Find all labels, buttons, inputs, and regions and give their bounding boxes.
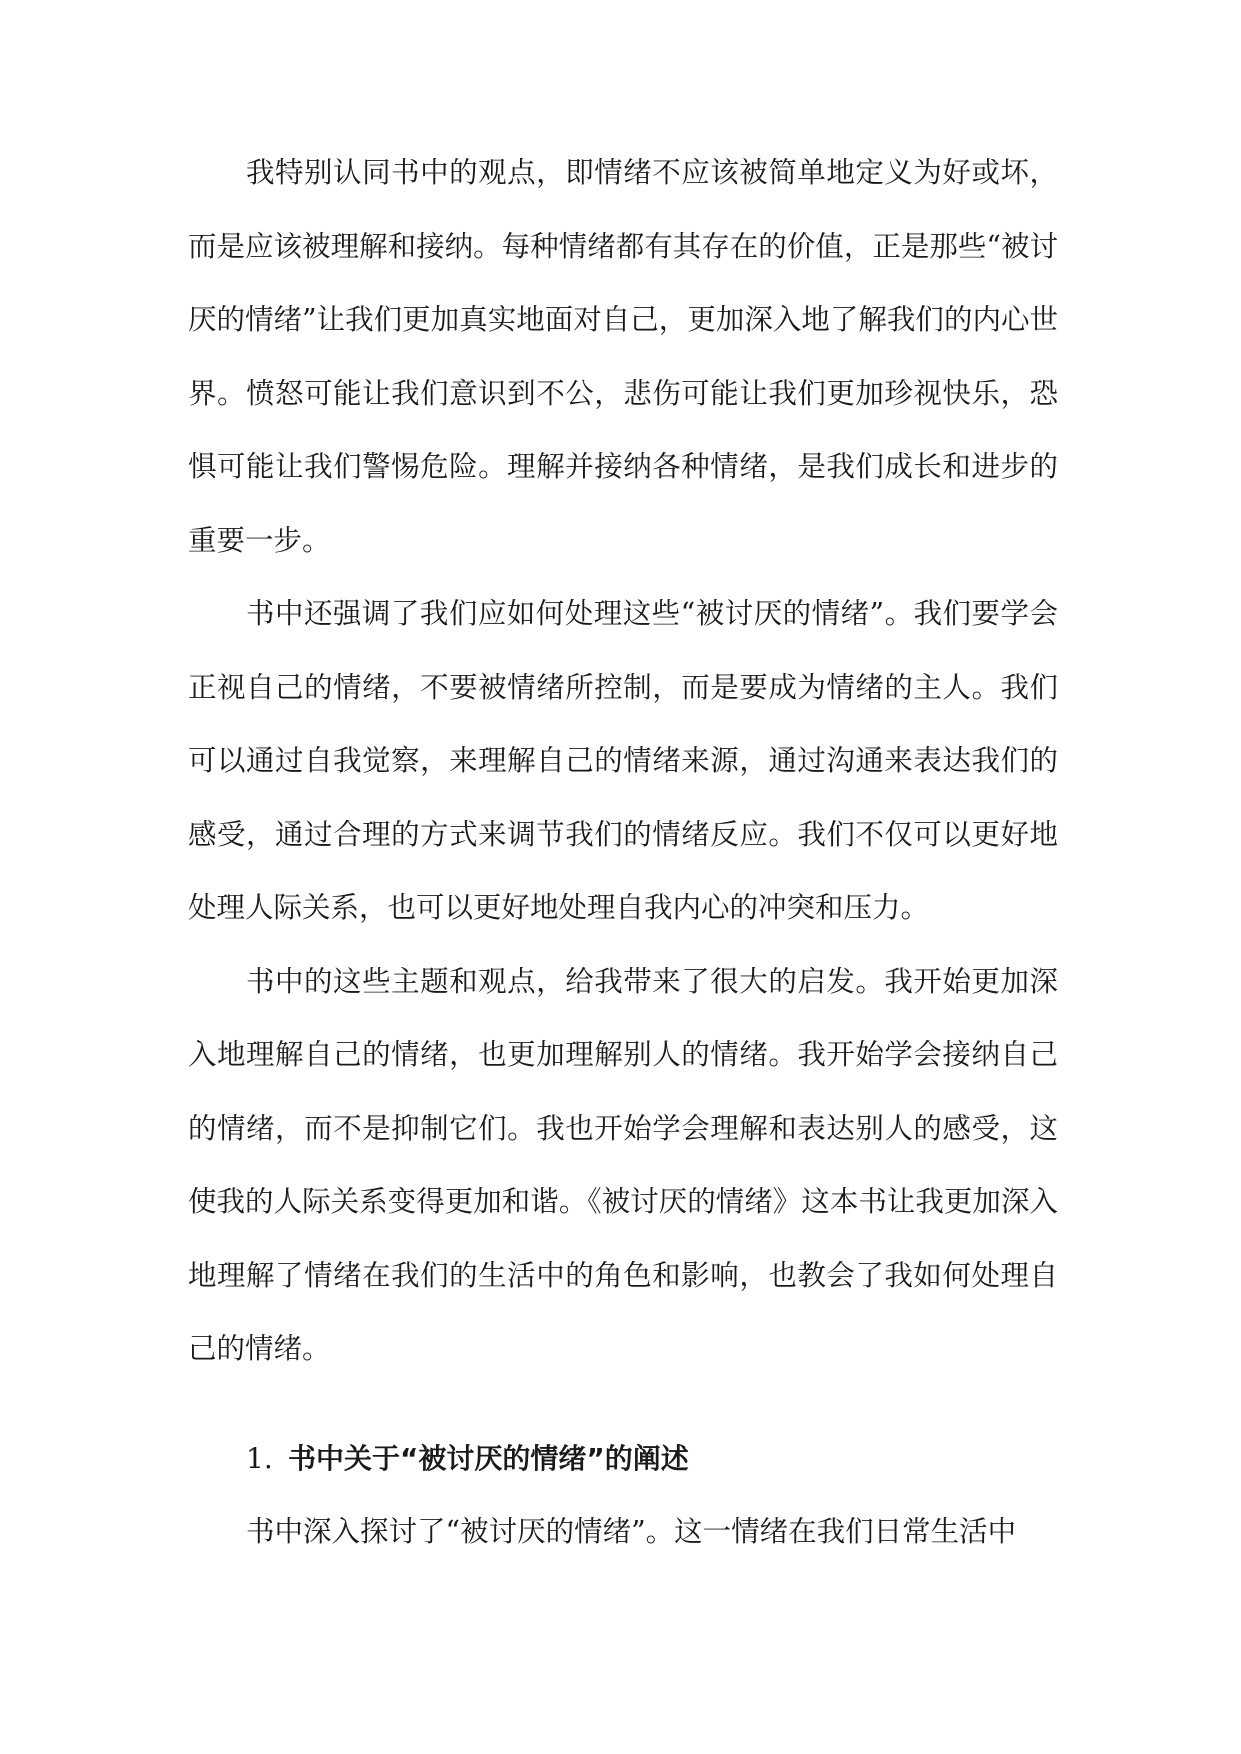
document-body (188, 136, 1058, 1569)
body-paragraph: 书中深入探讨了“被讨厌的情绪”。这一情绪在我们日常生活中 (246, 1515, 1017, 1548)
section-title: 书中关于“被讨厌的情绪”的阐述 (288, 1441, 689, 1475)
section-heading (188, 1422, 1058, 1496)
section-number: 1. (246, 1441, 273, 1475)
body-paragraph: 书中的这些主题和观点，给我带来了很大的启发。我开始更加深入地理解自己的情绪，也更加理解别人的情绪。我开始学会接纳自己的情绪，而不是抑制它们。我也开始学会理解和表达别人的感受，这使我的人际关系变得更加和谐。《被讨厌的情绪》这本书让我更加深入地理解了情绪在我们的生活中的角色和影响，也教会了我如何处理自己的情绪。 (188, 964, 1058, 1365)
body-paragraph: 书中还强调了我们应如何处理这些“被讨厌的情绪”。我们要学会正视自己的情绪，不要被情绪所控制，而是要成为情绪的主人。我们可以通过自我觉察，来理解自己的情绪来源，通过沟通来表达我们的感受，通过合理的方式来调节我们的情绪反应。我们不仅可以更好地处理人际关系，也可以更好地处理自我内心的冲突和压力。 (188, 597, 1058, 924)
body-paragraph: 我特别认同书中的观点，即情绪不应该被简单地定义为好或坏，而是应该被理解和接纳。每种情绪都有其存在的价值，正是那些“被讨厌的情绪”让我们更加真实地面对自己，更加深入地了解我们的内心世界。愤怒可能让我们意识到不公，悲伤可能让我们更加珍视快乐，恐惧可能让我们警惕危险。理解并接纳各种情绪，是我们成长和进步的重要一步。 (188, 156, 1058, 557)
